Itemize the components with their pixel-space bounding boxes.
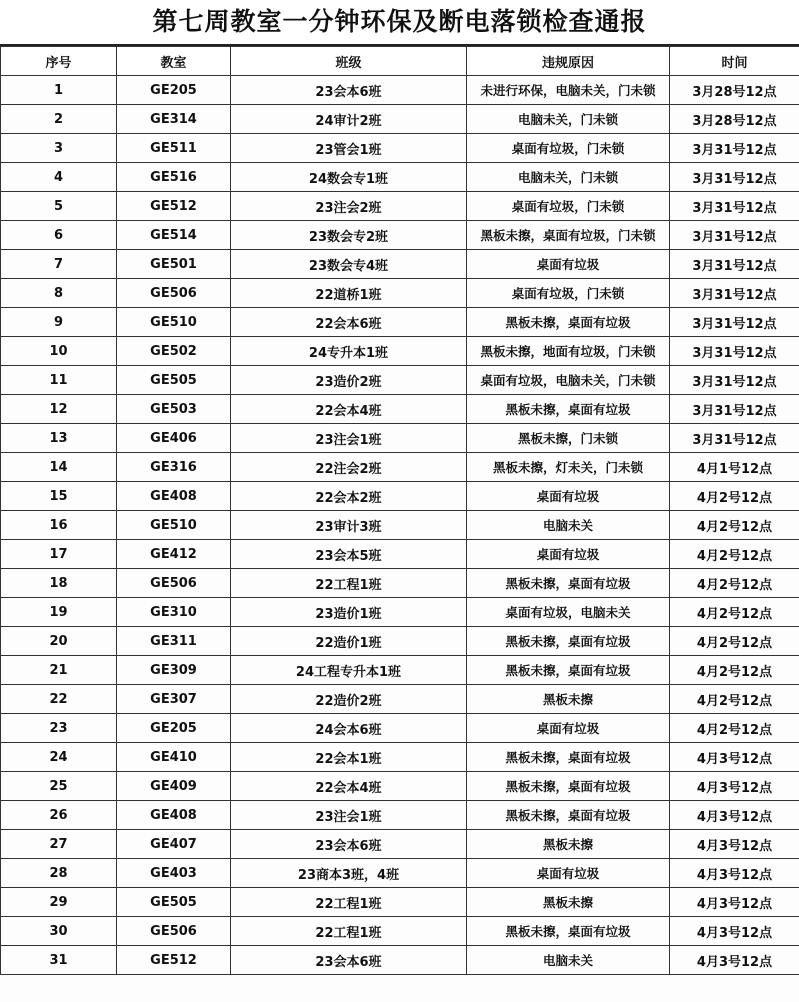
time-cell: 3月31号12点 — [670, 221, 799, 250]
classroom-cell: GE502 — [117, 337, 231, 366]
table-row — [1, 453, 799, 482]
class-cell: 22会本4班 — [231, 395, 467, 424]
class-cell: 22工程1班 — [231, 888, 467, 917]
class-cell: 22造价2班 — [231, 685, 467, 714]
serial-number-cell: 15 — [1, 482, 117, 511]
time-cell: 3月28号12点 — [670, 105, 799, 134]
serial-number-cell: 16 — [1, 511, 117, 540]
serial-number-cell: 24 — [1, 743, 117, 772]
table-row — [1, 656, 799, 685]
violation-reason-cell: 桌面有垃圾，电脑未关，门未锁 — [467, 366, 670, 395]
time-cell: 3月31号12点 — [670, 308, 799, 337]
classroom-cell: GE514 — [117, 221, 231, 250]
class-cell: 22工程1班 — [231, 569, 467, 598]
serial-number-cell: 4 — [1, 163, 117, 192]
table-row — [1, 163, 799, 192]
classroom-cell: GE510 — [117, 511, 231, 540]
table-row — [1, 192, 799, 221]
serial-number-cell: 23 — [1, 714, 117, 743]
classroom-cell: GE511 — [117, 134, 231, 163]
serial-number-cell: 9 — [1, 308, 117, 337]
serial-number-cell: 7 — [1, 250, 117, 279]
time-cell: 4月1号12点 — [670, 453, 799, 482]
table-row — [1, 221, 799, 250]
time-cell: 4月3号12点 — [670, 743, 799, 772]
violation-table — [0, 46, 799, 975]
header-violation-reason: 违规原因 — [467, 47, 670, 76]
table-row — [1, 250, 799, 279]
classroom-cell: GE407 — [117, 830, 231, 859]
table-row — [1, 830, 799, 859]
classroom-cell: GE412 — [117, 540, 231, 569]
classroom-cell: GE503 — [117, 395, 231, 424]
violation-reason-cell: 桌面有垃圾，电脑未关 — [467, 598, 670, 627]
class-cell: 23造价1班 — [231, 598, 467, 627]
violation-reason-cell: 黑板未擦 — [467, 830, 670, 859]
violation-reason-cell: 桌面有垃圾 — [467, 250, 670, 279]
table-row — [1, 395, 799, 424]
classroom-cell: GE311 — [117, 627, 231, 656]
classroom-cell: GE408 — [117, 801, 231, 830]
header-serial-number: 序号 — [1, 47, 117, 76]
class-cell: 23审计3班 — [231, 511, 467, 540]
time-cell: 4月3号12点 — [670, 801, 799, 830]
serial-number-cell: 12 — [1, 395, 117, 424]
violation-reason-cell: 电脑未关，门未锁 — [467, 105, 670, 134]
classroom-cell: GE309 — [117, 656, 231, 685]
violation-reason-cell: 黑板未擦，桌面有垃圾 — [467, 395, 670, 424]
table-row — [1, 627, 799, 656]
time-cell: 3月31号12点 — [670, 250, 799, 279]
serial-number-cell: 18 — [1, 569, 117, 598]
table-body — [1, 76, 799, 975]
classroom-cell: GE408 — [117, 482, 231, 511]
table-row — [1, 511, 799, 540]
classroom-cell: GE510 — [117, 308, 231, 337]
time-cell: 4月3号12点 — [670, 946, 799, 975]
violation-reason-cell: 桌面有垃圾，门未锁 — [467, 192, 670, 221]
serial-number-cell: 14 — [1, 453, 117, 482]
time-cell: 3月31号12点 — [670, 192, 799, 221]
serial-number-cell: 21 — [1, 656, 117, 685]
violation-reason-cell: 电脑未关，门未锁 — [467, 163, 670, 192]
class-cell: 24工程专升本1班 — [231, 656, 467, 685]
time-cell: 4月3号12点 — [670, 772, 799, 801]
table-row — [1, 540, 799, 569]
class-cell: 23会本6班 — [231, 76, 467, 105]
time-cell: 4月3号12点 — [670, 917, 799, 946]
violation-reason-cell: 桌面有垃圾，门未锁 — [467, 279, 670, 308]
class-cell: 22道桥1班 — [231, 279, 467, 308]
violation-reason-cell: 电脑未关 — [467, 511, 670, 540]
serial-number-cell: 17 — [1, 540, 117, 569]
time-cell: 3月31号12点 — [670, 395, 799, 424]
time-cell: 4月2号12点 — [670, 714, 799, 743]
class-cell: 22会本6班 — [231, 308, 467, 337]
classroom-cell: GE205 — [117, 76, 231, 105]
classroom-cell: GE512 — [117, 192, 231, 221]
table-row — [1, 308, 799, 337]
time-cell: 4月3号12点 — [670, 888, 799, 917]
violation-reason-cell: 黑板未擦 — [467, 888, 670, 917]
time-cell: 3月31号12点 — [670, 163, 799, 192]
table-row — [1, 569, 799, 598]
violation-reason-cell: 黑板未擦，桌面有垃圾 — [467, 772, 670, 801]
table-row — [1, 772, 799, 801]
serial-number-cell: 10 — [1, 337, 117, 366]
violation-reason-cell: 未进行环保，电脑未关，门未锁 — [467, 76, 670, 105]
classroom-cell: GE316 — [117, 453, 231, 482]
class-cell: 23注会1班 — [231, 424, 467, 453]
violation-reason-cell: 黑板未擦，地面有垃圾，门未锁 — [467, 337, 670, 366]
serial-number-cell: 6 — [1, 221, 117, 250]
header-class: 班级 — [231, 47, 467, 76]
classroom-cell: GE506 — [117, 917, 231, 946]
classroom-cell: GE505 — [117, 888, 231, 917]
class-cell: 24专升本1班 — [231, 337, 467, 366]
time-cell: 4月2号12点 — [670, 656, 799, 685]
classroom-cell: GE501 — [117, 250, 231, 279]
time-cell: 4月2号12点 — [670, 511, 799, 540]
table-row — [1, 424, 799, 453]
violation-reason-cell: 桌面有垃圾 — [467, 714, 670, 743]
class-cell: 22会本4班 — [231, 772, 467, 801]
time-cell: 3月31号12点 — [670, 337, 799, 366]
violation-reason-cell: 黑板未擦，桌面有垃圾 — [467, 917, 670, 946]
violation-reason-cell: 黑板未擦，灯未关，门未锁 — [467, 453, 670, 482]
class-cell: 22会本2班 — [231, 482, 467, 511]
violation-reason-cell: 黑板未擦，门未锁 — [467, 424, 670, 453]
table-row — [1, 917, 799, 946]
class-cell: 23会本6班 — [231, 946, 467, 975]
serial-number-cell: 27 — [1, 830, 117, 859]
violation-reason-cell: 黑板未擦，桌面有垃圾，门未锁 — [467, 221, 670, 250]
time-cell: 4月3号12点 — [670, 830, 799, 859]
table-row — [1, 279, 799, 308]
violation-reason-cell: 黑板未擦，桌面有垃圾 — [467, 627, 670, 656]
time-cell: 4月3号12点 — [670, 859, 799, 888]
class-cell: 23会本6班 — [231, 830, 467, 859]
serial-number-cell: 3 — [1, 134, 117, 163]
class-cell: 23商本3班，4班 — [231, 859, 467, 888]
table-row — [1, 366, 799, 395]
class-cell: 24数会专1班 — [231, 163, 467, 192]
classroom-cell: GE314 — [117, 105, 231, 134]
table-row — [1, 888, 799, 917]
header-classroom: 教室 — [117, 47, 231, 76]
class-cell: 23数会专2班 — [231, 221, 467, 250]
violation-reason-cell: 黑板未擦，桌面有垃圾 — [467, 801, 670, 830]
serial-number-cell: 2 — [1, 105, 117, 134]
violation-reason-cell: 桌面有垃圾 — [467, 540, 670, 569]
time-cell: 4月2号12点 — [670, 598, 799, 627]
serial-number-cell: 8 — [1, 279, 117, 308]
serial-number-cell: 5 — [1, 192, 117, 221]
classroom-cell: GE505 — [117, 366, 231, 395]
class-cell: 23造价2班 — [231, 366, 467, 395]
serial-number-cell: 20 — [1, 627, 117, 656]
violation-reason-cell: 黑板未擦，桌面有垃圾 — [467, 656, 670, 685]
serial-number-cell: 30 — [1, 917, 117, 946]
class-cell: 23数会专4班 — [231, 250, 467, 279]
class-cell: 23管会1班 — [231, 134, 467, 163]
time-cell: 4月2号12点 — [670, 569, 799, 598]
serial-number-cell: 25 — [1, 772, 117, 801]
classroom-cell: GE307 — [117, 685, 231, 714]
classroom-cell: GE406 — [117, 424, 231, 453]
header-time: 时间 — [670, 47, 799, 76]
report-title: 第七周教室一分钟环保及断电落锁检查通报 — [0, 0, 799, 46]
serial-number-cell: 31 — [1, 946, 117, 975]
violation-reason-cell: 黑板未擦，桌面有垃圾 — [467, 743, 670, 772]
classroom-cell: GE506 — [117, 279, 231, 308]
time-cell: 4月2号12点 — [670, 685, 799, 714]
table-row — [1, 859, 799, 888]
class-cell: 23会本5班 — [231, 540, 467, 569]
table-row — [1, 598, 799, 627]
class-cell: 22会本1班 — [231, 743, 467, 772]
time-cell: 4月2号12点 — [670, 627, 799, 656]
violation-reason-cell: 桌面有垃圾 — [467, 482, 670, 511]
table-row — [1, 946, 799, 975]
class-cell: 22工程1班 — [231, 917, 467, 946]
classroom-cell: GE205 — [117, 714, 231, 743]
time-cell: 3月28号12点 — [670, 76, 799, 105]
time-cell: 4月2号12点 — [670, 482, 799, 511]
classroom-cell: GE410 — [117, 743, 231, 772]
violation-reason-cell: 黑板未擦 — [467, 685, 670, 714]
classroom-cell: GE409 — [117, 772, 231, 801]
classroom-cell: GE516 — [117, 163, 231, 192]
table-row — [1, 337, 799, 366]
time-cell: 4月2号12点 — [670, 540, 799, 569]
classroom-cell: GE512 — [117, 946, 231, 975]
serial-number-cell: 29 — [1, 888, 117, 917]
serial-number-cell: 22 — [1, 685, 117, 714]
serial-number-cell: 1 — [1, 76, 117, 105]
table-row — [1, 105, 799, 134]
class-cell: 22造价1班 — [231, 627, 467, 656]
table-row — [1, 134, 799, 163]
class-cell: 24审计2班 — [231, 105, 467, 134]
violation-reason-cell: 黑板未擦，桌面有垃圾 — [467, 308, 670, 337]
table-row — [1, 685, 799, 714]
table-row — [1, 743, 799, 772]
table-header-row — [1, 47, 799, 76]
serial-number-cell: 11 — [1, 366, 117, 395]
serial-number-cell: 13 — [1, 424, 117, 453]
table-row — [1, 801, 799, 830]
serial-number-cell: 19 — [1, 598, 117, 627]
class-cell: 22注会2班 — [231, 453, 467, 482]
time-cell: 3月31号12点 — [670, 279, 799, 308]
violation-reason-cell: 电脑未关 — [467, 946, 670, 975]
violation-reason-cell: 桌面有垃圾，门未锁 — [467, 134, 670, 163]
class-cell: 24会本6班 — [231, 714, 467, 743]
violation-reason-cell: 桌面有垃圾 — [467, 859, 670, 888]
class-cell: 23注会1班 — [231, 801, 467, 830]
time-cell: 3月31号12点 — [670, 424, 799, 453]
table-row — [1, 482, 799, 511]
classroom-cell: GE310 — [117, 598, 231, 627]
classroom-cell: GE506 — [117, 569, 231, 598]
serial-number-cell: 28 — [1, 859, 117, 888]
time-cell: 3月31号12点 — [670, 366, 799, 395]
table-row — [1, 714, 799, 743]
violation-reason-cell: 黑板未擦，桌面有垃圾 — [467, 569, 670, 598]
classroom-cell: GE403 — [117, 859, 231, 888]
table-row — [1, 76, 799, 105]
time-cell: 3月31号12点 — [670, 134, 799, 163]
class-cell: 23注会2班 — [231, 192, 467, 221]
serial-number-cell: 26 — [1, 801, 117, 830]
